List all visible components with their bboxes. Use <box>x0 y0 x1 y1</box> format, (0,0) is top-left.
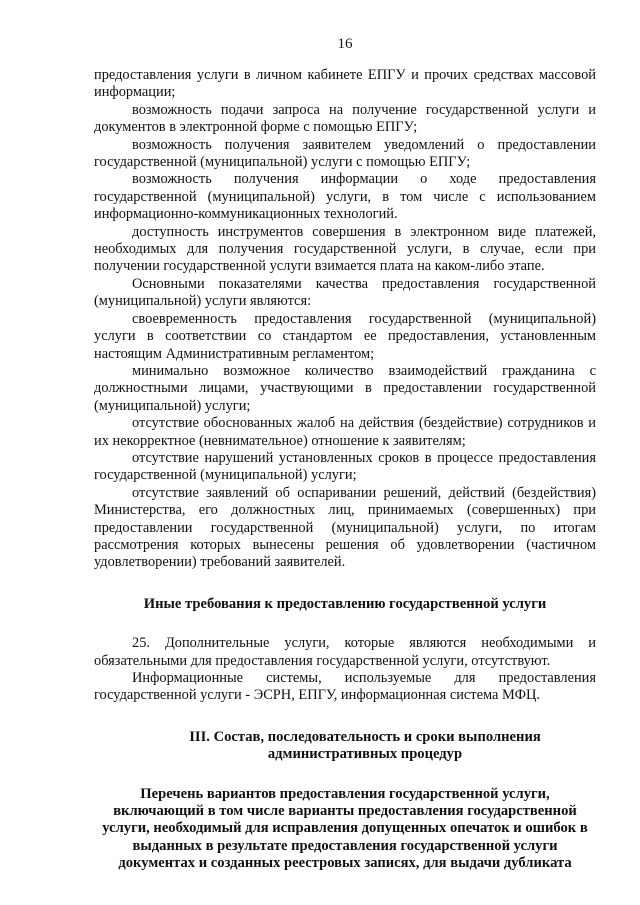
paragraph: возможность подачи запроса на получение государственной услуги и документов в электронной форме с помощью ЕПГУ; <box>94 101 596 136</box>
heading-section-iii: III. Состав, последовательность и сроки выполнения административных процедур <box>189 728 541 763</box>
paragraph: предоставления услуги в личном кабинете ЕПГУ и прочих средствах массовой информации; <box>94 67 596 101</box>
paragraph: доступность инструментов совершения в электронном виде платежей, необходимых для получения государственной услуги, в случае, если при получении государственной услуги взимается плата на каком-либо этапе. <box>94 223 596 275</box>
paragraph: отсутствие нарушений установленных сроков в процессе предоставления государственной (муниципальной) услуги; <box>94 449 596 484</box>
heading-variants-list: Перечень вариантов предоставления государственной услуги, включающий в том числе варианты предоставления государственной услуги, необходимый для исправления допущенных опечаток и ошибок в выданных в результате предоставления государственной услуги документах и созданных реестровых записях, для выдачи дубликата <box>102 785 588 872</box>
heading-other-requirements: Иные требования к предоставлению государственной услуги <box>143 595 547 612</box>
paragraph: отсутствие заявлений об оспаривании решений, действий (бездействия) Министерства, его должностных лиц, принимаемых (совершенных) при предоставлении государственной (муниципальной) услуги, по итогам рассмотрения которых вынесены решения об удовлетворении (частичном удовлетворении) требований заявителей. <box>94 484 596 571</box>
paragraph: возможность получения информации о ходе предоставления государственной (муниципальной) услуги, в том числе с использованием информационно-коммуникационных технологий. <box>94 171 596 223</box>
page-number: 16 <box>337 36 353 52</box>
paragraph: 25. Дополнительные услуги, которые являются необходимыми и обязательными для предоставления государственной услуги, отсутствуют. <box>94 635 596 669</box>
paragraph: Основными показателями качества предоставления государственной (муниципальной) услуги являются: <box>94 275 596 310</box>
paragraph: своевременность предоставления государственной (муниципальной) услуги в соответствии со стандартом ее предоставления, установленным настоящим Административным регламентом; <box>94 310 596 362</box>
paragraph: отсутствие обоснованных жалоб на действия (бездействие) сотрудников и их некорректное (невнимательное) отношение к заявителям; <box>94 415 596 449</box>
paragraph: возможность получения заявителем уведомлений о предоставлении государственной (муниципальной) услуги с помощью ЕПГУ; <box>94 136 596 171</box>
body-text-top <box>94 67 596 572</box>
paragraph: Информационные системы, используемые для предоставления государственной услуги - ЭСРН, ЕПГУ, информационная система МФЦ. <box>94 670 596 704</box>
paragraph: минимально возможное количество взаимодействий гражданина с должностными лицами, участвующими в предоставлении государственной (муниципальной) услуги; <box>94 362 596 414</box>
body-text-other <box>94 635 596 705</box>
